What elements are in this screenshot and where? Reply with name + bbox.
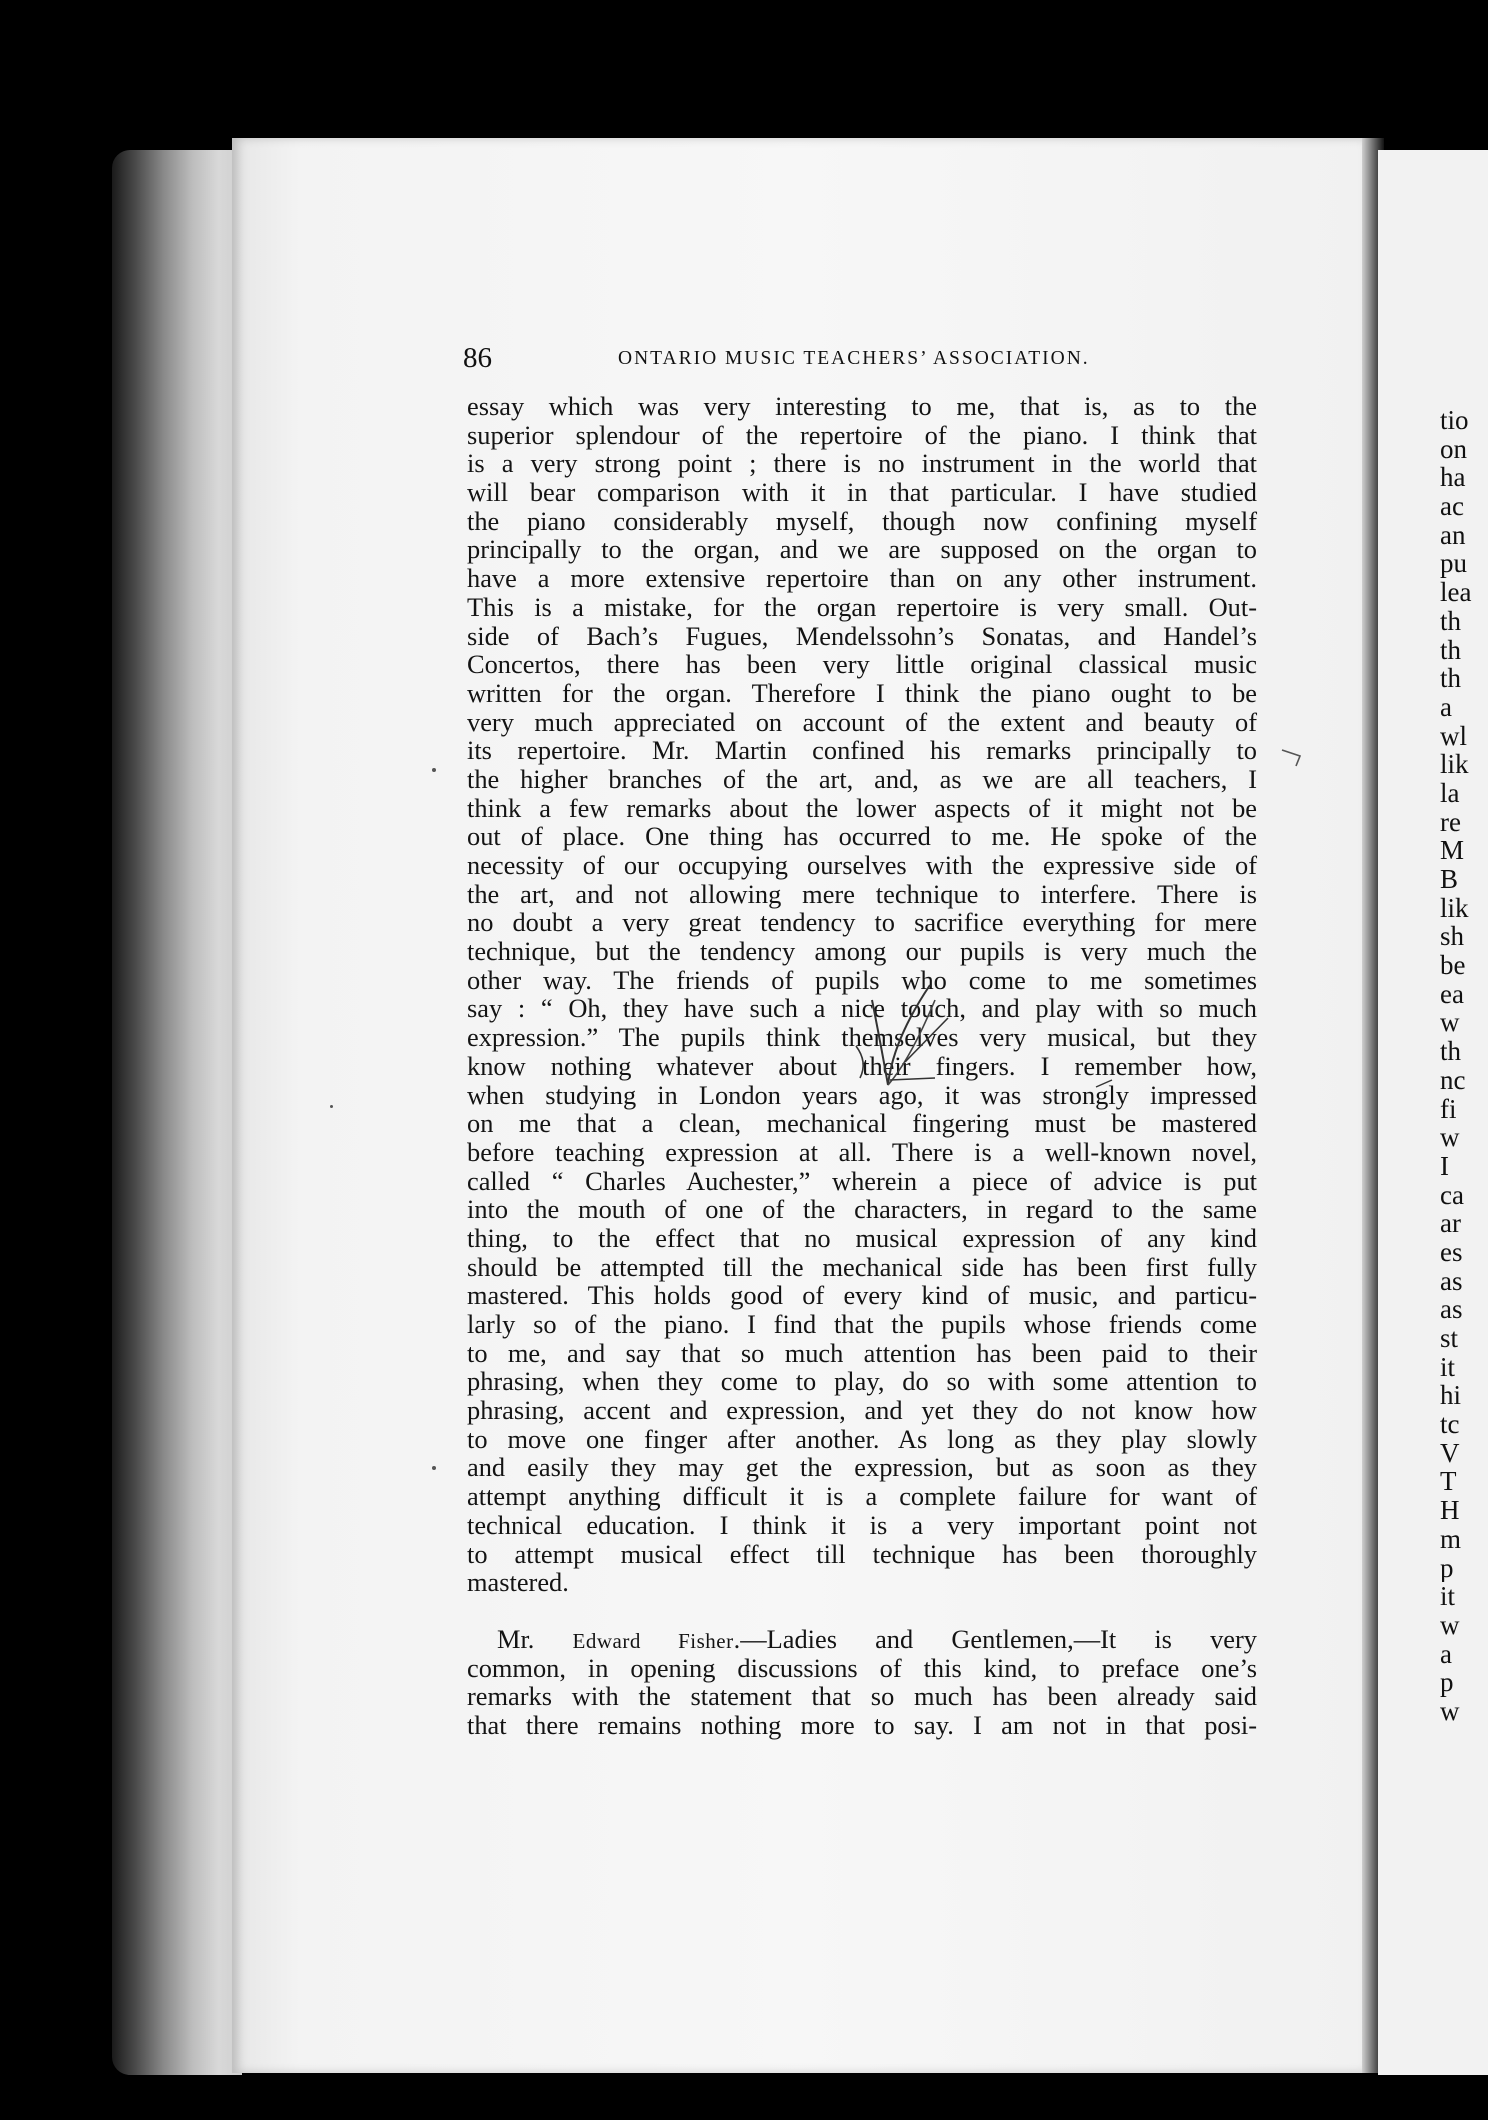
facing-page-fragment: it [1440, 1582, 1456, 1611]
paragraph-line: attempt anything difficult it is a complete failure for want of [467, 1481, 1257, 1512]
facing-page-fragment: on [1440, 434, 1467, 464]
facing-page-fragment: th [1440, 635, 1462, 665]
paragraph-line: superior splendour of the repertoire of the piano. I think that [467, 419, 1257, 450]
paragraph-line: to move one finger after another. As long as they play slowly [467, 1423, 1257, 1454]
facing-page-fragment: lea [1440, 578, 1472, 607]
paragraph-line: phrasing, when they come to play, do so with some attention to [467, 1366, 1257, 1397]
facing-page-fragment: hi [1440, 1381, 1462, 1411]
paragraph-line: the piano considerably myself, though now confining myself [467, 505, 1257, 536]
facing-page-fragment: w [1440, 1123, 1460, 1152]
paragraph-line: other way. The friends of pupils who come to me sometimes [467, 964, 1257, 995]
paragraph-line: have a more extensive repertoire than on any other instrument. [467, 563, 1257, 594]
paragraph-martin-response [467, 392, 1257, 1597]
facing-page-fragment: pu [1440, 549, 1467, 579]
facing-page-fragment: B [1440, 865, 1459, 894]
facing-page-fragment: lik [1440, 750, 1469, 779]
paragraph-line: This is a mistake, for the organ repertoire is very small. Out- [467, 591, 1257, 622]
paragraph-line: very much appreciated on account of the extent and beauty of [467, 706, 1257, 737]
paragraph-line: the art, and not allowing mere technique to interfere. There is [467, 878, 1257, 909]
facing-page-fragment: re [1440, 807, 1461, 837]
facing-page-fragment: I [1440, 1151, 1449, 1181]
facing-page-fragment: es [1440, 1237, 1463, 1267]
facing-page-fragment: la [1440, 778, 1460, 808]
paragraph-fisher [467, 1625, 1257, 1740]
paragraph-line: principally to the organ, and we are supposed on the organ to [467, 534, 1257, 565]
facing-page-fragment: th [1440, 606, 1462, 636]
paragraph-line: thing, to the effect that no musical expression of any kind [467, 1222, 1257, 1253]
paragraph-line: into the mouth of one of the characters, in regard to the same [467, 1194, 1257, 1225]
page-speck [330, 1105, 333, 1108]
speaker-name: Edward Fisher [572, 1628, 734, 1653]
speaker-prefix: Mr. [497, 1623, 573, 1654]
facing-page-fragment: tc [1440, 1410, 1460, 1439]
paragraph-line: out of place. One thing has occurred to me. He spoke of the [467, 821, 1257, 852]
page-header [463, 342, 1263, 378]
paragraph-line: Concertos, there has been very little original classical music [467, 649, 1257, 680]
facing-page-fragment: nc [1440, 1065, 1466, 1095]
facing-page-fragment: th [1440, 1037, 1462, 1066]
paragraph-line: essay which was very interesting to me, that is, as to the [467, 391, 1257, 421]
facing-page-fragment: ea [1440, 979, 1464, 1009]
paragraph-line: and easily they may get the expression, but as soon as they [467, 1452, 1257, 1483]
paragraph-line: expression.” The pupils think themselves very musical, but they [467, 1022, 1257, 1053]
facing-page-fragment: a [1440, 1639, 1452, 1669]
paragraph-line: when studying in London years ago, it was strongly impressed [467, 1079, 1257, 1110]
facing-page-fragment: an [1440, 520, 1466, 550]
facing-page-fragment: V [1440, 1438, 1460, 1468]
facing-page-fragment: st [1440, 1324, 1459, 1353]
facing-page-fragment: w [1440, 1008, 1460, 1038]
paragraph-line: will bear comparison with it in that particular. I have studied [467, 477, 1257, 508]
page-number: 86 [463, 342, 492, 374]
paragraph-line: mastered. [467, 1567, 569, 1598]
facing-page-fragment: th [1440, 664, 1462, 693]
paragraph-line: side of Bach’s Fugues, Mendelssohn’s Sonatas, and Handel’s [467, 620, 1257, 651]
facing-page-fragment: w [1440, 1610, 1460, 1640]
running-title: ONTARIO MUSIC TEACHERS’ ASSOCIATION. [618, 348, 1090, 369]
book-spine-edge [112, 150, 242, 2075]
facing-page-fragment: as [1440, 1266, 1463, 1296]
paragraph-line: written for the organ. Therefore I think the piano ought to be [467, 677, 1257, 708]
facing-page-fragment: T [1440, 1467, 1457, 1497]
facing-page-fragment: p [1440, 1553, 1454, 1583]
facing-page-fragment: fi [1440, 1094, 1457, 1124]
facing-page-fragment: tio [1440, 406, 1469, 435]
paragraph-line: know nothing whatever about their fingers. I remember how, [467, 1050, 1257, 1081]
paragraph-line: larly so of the piano. I find that the pupils whose friends come [467, 1309, 1257, 1339]
facing-page-fragment: lik [1440, 893, 1469, 923]
paragraph-line: think a few remarks about the lower aspects of it might not be [467, 792, 1257, 823]
paragraph-line: before teaching expression at all. There is a well-known novel, [467, 1136, 1257, 1167]
facing-page-fragment: be [1440, 951, 1466, 980]
paragraph-line: necessity of our occupying ourselves with the expressive side of [467, 850, 1257, 880]
facing-page-fragment: m [1440, 1524, 1462, 1554]
paragraph-line: should be attempted till the mechanical side has been first fully [467, 1251, 1257, 1282]
paragraph-line: its repertoire. Mr. Martin confined his remarks principally to [467, 735, 1257, 766]
facing-page-text-fragments [1440, 406, 1488, 1726]
paragraph-line: remarks with the statement that so much has been already said [467, 1681, 1257, 1712]
paragraph-line: is a very strong point ; there is no instrument in the world that [467, 448, 1257, 479]
facing-page-fragment: H [1440, 1496, 1460, 1525]
paragraph-line [467, 1625, 1257, 1654]
facing-page-fragment: as [1440, 1295, 1463, 1324]
paragraph-line: phrasing, accent and expression, and yet they do not know how [467, 1395, 1257, 1426]
paragraph-line: no doubt a very great tendency to sacrifice everything for mere [467, 907, 1257, 938]
facing-page-fragment: p [1440, 1668, 1454, 1697]
paragraph-line: common, in opening discussions of this kind, to preface one’s [467, 1652, 1257, 1683]
page-speck [432, 768, 436, 772]
paragraph-line: called “ Charles Auchester,” wherein a piece of advice is put [467, 1165, 1257, 1196]
facing-page-fragment: sh [1440, 922, 1465, 952]
facing-page-fragment: a [1440, 692, 1452, 722]
facing-page-fragment: ca [1440, 1180, 1464, 1210]
paragraph-line-text: .—Ladies and Gentlemen,—It is very [733, 1623, 1257, 1654]
paragraph-line: technical education. I think it is a very important point not [467, 1509, 1257, 1540]
paragraph-line: that there remains nothing more to say. I am not in that posi- [467, 1709, 1257, 1740]
facing-page-fragment: it [1440, 1352, 1456, 1382]
paragraph-line: to me, and say that so much attention has been paid to their [467, 1337, 1257, 1368]
page-speck [432, 1466, 436, 1470]
facing-page-fragment: ac [1440, 492, 1464, 521]
paragraph-line: say : “ Oh, they have such a nice touch, and play with so much [467, 993, 1257, 1024]
facing-page-fragment: wl [1440, 721, 1467, 751]
paragraph-line: to attempt musical effect till technique has been thoroughly [467, 1538, 1257, 1569]
paragraph-line: on me that a clean, mechanical fingering must be mastered [467, 1108, 1257, 1139]
paragraph-line: technique, but the tendency among our pupils is very much the [467, 936, 1257, 967]
page-body [467, 392, 1257, 1740]
facing-page-fragment: w [1440, 1696, 1460, 1726]
facing-page-fragment: ar [1440, 1209, 1461, 1238]
paragraph-line: the higher branches of the art, and, as we are all teachers, I [467, 763, 1257, 794]
facing-page-fragment: ha [1440, 463, 1466, 493]
paragraph-line: mastered. This holds good of every kind of music, and particu- [467, 1280, 1257, 1311]
facing-page-fragment: M [1440, 836, 1465, 865]
